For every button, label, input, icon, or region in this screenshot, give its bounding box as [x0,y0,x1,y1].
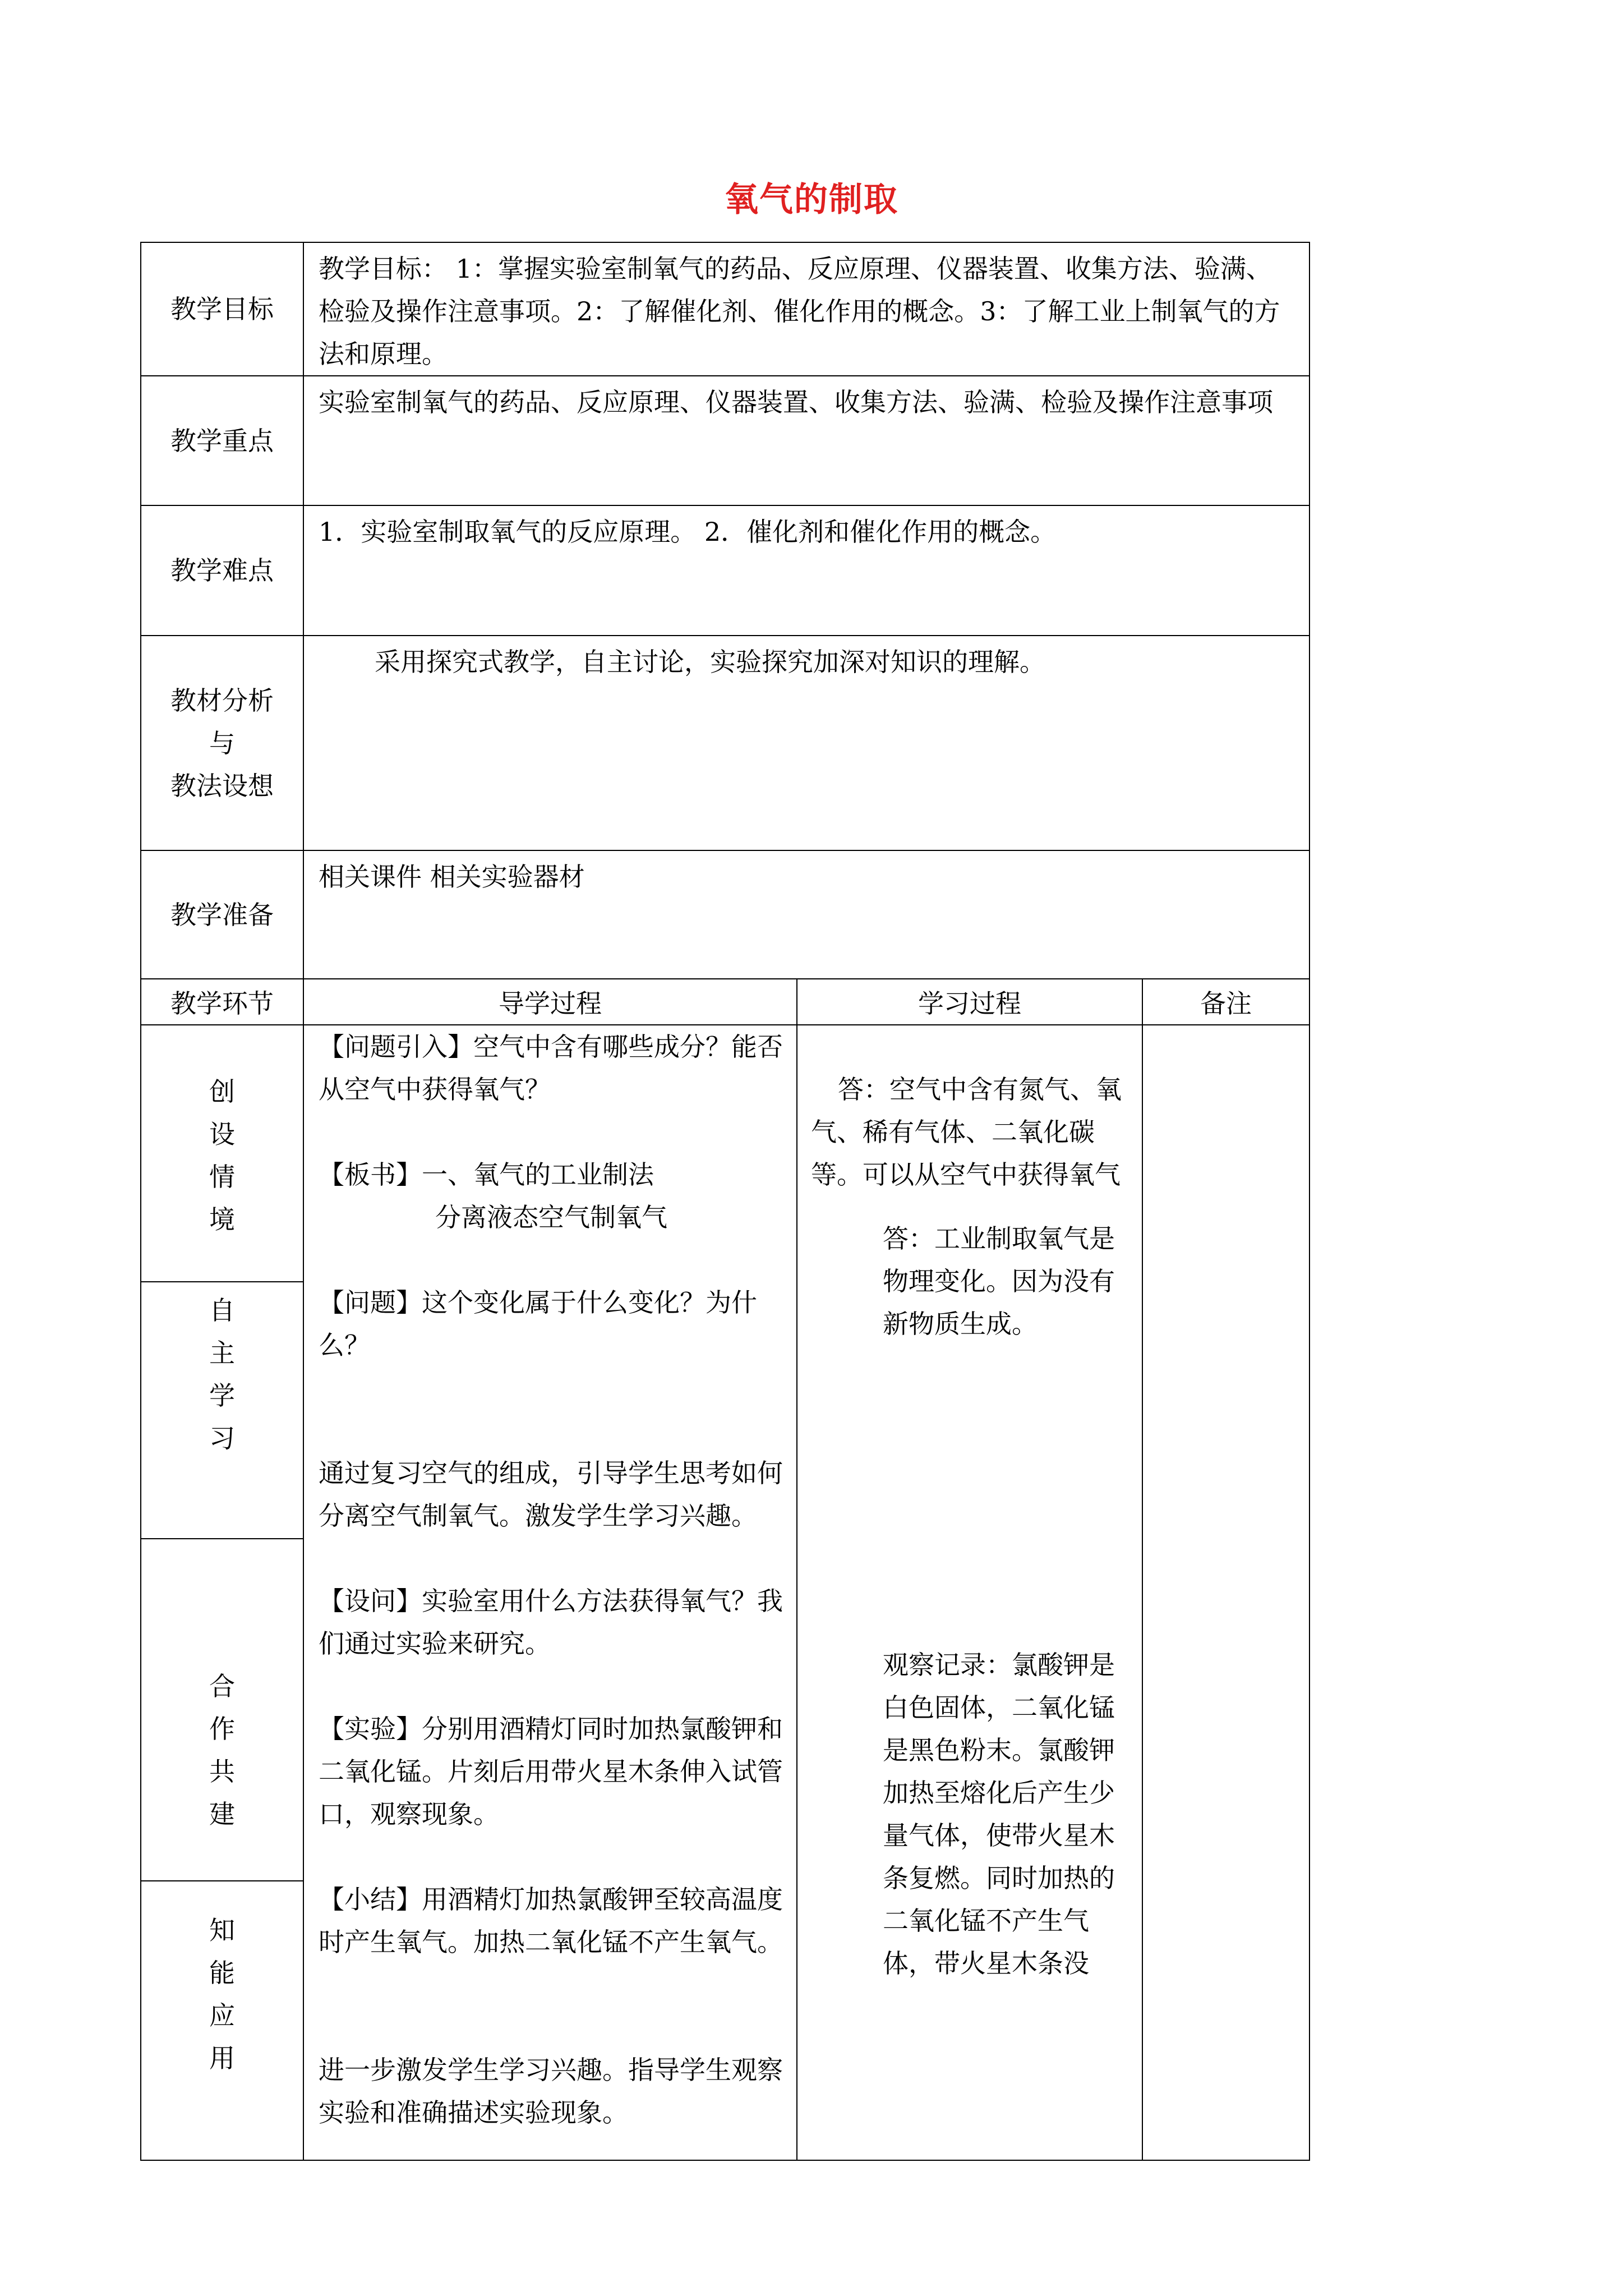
learning-paragraph: 答：空气中含有氮气、氧气、稀有气体、二氧化碳等。可以从空气中获得氧气 [811,1074,1122,1190]
guide-paragraph: 【实验】分别用酒精灯同时加热氯酸钾和二氧化锰。片刻后用带火星木条伸入试管口，观察现象。 [319,1714,783,1829]
difficulties-label: 教学难点 [141,505,303,636]
difficulties-text: 1．实验室制取氧气的反应原理。 2．催化剂和催化作用的概念。 [303,505,1310,636]
remarks-cell [1142,1025,1310,2160]
key-points-text: 实验室制氧气的药品、反应原理、仪器装置、收集方法、验满、检验及操作注意事项 [303,376,1310,505]
column-header: 学习过程 [797,979,1142,1025]
process-row [141,1025,1310,2160]
analysis-row [141,636,1310,850]
guide-paragraph: 【设问】实验室用什么方法获得氧气？我们通过实验来研究。 [319,1586,783,1659]
guide-paragraph: 【板书】一、氧气的工业制法 [319,1159,654,1190]
key-points-row [141,376,1310,505]
guide-paragraph: 【小结】用酒精灯加热氯酸钾至较高温度时产生氧气。加热二氧化锰不产生氧气。 [319,1884,783,1957]
guide-paragraph: 【问题引入】空气中含有哪些成分？能否从空气中获得氧气？ [319,1032,783,1105]
stage-divider [141,1538,303,1539]
learning-paragraph: 观察记录：氯酸钾是白色固体，二氧化锰是黑色粉末。氯酸钾加热至熔化后产生少量气体，使带火星木条复燃。同时加热的二氧化锰不产生气体，带火星木条没 [883,1650,1115,1978]
analysis-label [141,636,303,850]
stage-self-study: 自 主 学 习 [209,1295,235,1453]
guide-paragraph: 分离液态空气制氧气 [435,1202,667,1232]
stage-divider [141,1880,303,1881]
difficulties-row [141,505,1310,636]
stage-application: 知 能 应 用 [209,1915,235,2073]
key-points-label: 教学重点 [141,376,303,505]
analysis-text: 采用探究式教学，自主讨论，实验探究加深对知识的理解。 [303,636,1310,850]
preparation-row [141,850,1310,979]
preparation-text: 相关课件 相关实验器材 [303,850,1310,979]
objectives-label: 教学目标 [141,242,303,376]
stage-divider [141,1281,303,1282]
guide-paragraph: 【问题】这个变化属于什么变化？为什么？ [319,1287,757,1360]
guide-paragraph: 通过复习空气的组成，引导学生思考如何分离空气制氧气。激发学生学习兴趣。 [319,1458,783,1531]
guide-process-cell [303,1025,797,2160]
objectives-row [141,242,1310,376]
preparation-label: 教学准备 [141,850,303,979]
guide-paragraph: 进一步激发学生学习兴趣。指导学生观察实验和准确描述实验现象。 [319,2055,783,2128]
objectives-text: 教学目标： 1：掌握实验室制氧气的药品、反应原理、仪器装置、收集方法、验满、检验及操作注意事项。2：了解催化剂、催化作用的概念。3：了解工业上制氧气的方法和原理。 [303,242,1310,376]
page-title: 氧气的制取 [725,180,898,219]
column-header-row [141,979,1310,1025]
lesson-plan-table [140,242,1310,2161]
column-header: 教学环节 [141,979,303,1025]
stage-column [141,1025,303,2160]
analysis-label-line: 教法设想 [170,770,274,801]
stage-cooperation: 合 作 共 建 [209,1671,235,1829]
learning-paragraph: 答：工业制取氧气是物理变化。因为没有新物质生成。 [883,1223,1115,1339]
learning-process-cell [797,1025,1142,2160]
analysis-label-line: 与 [209,728,235,758]
column-header: 备注 [1142,979,1310,1025]
stage-create-situation: 创 设 情 境 [209,1076,235,1235]
column-header: 导学过程 [303,979,797,1025]
analysis-label-line: 教材分析 [170,685,274,716]
